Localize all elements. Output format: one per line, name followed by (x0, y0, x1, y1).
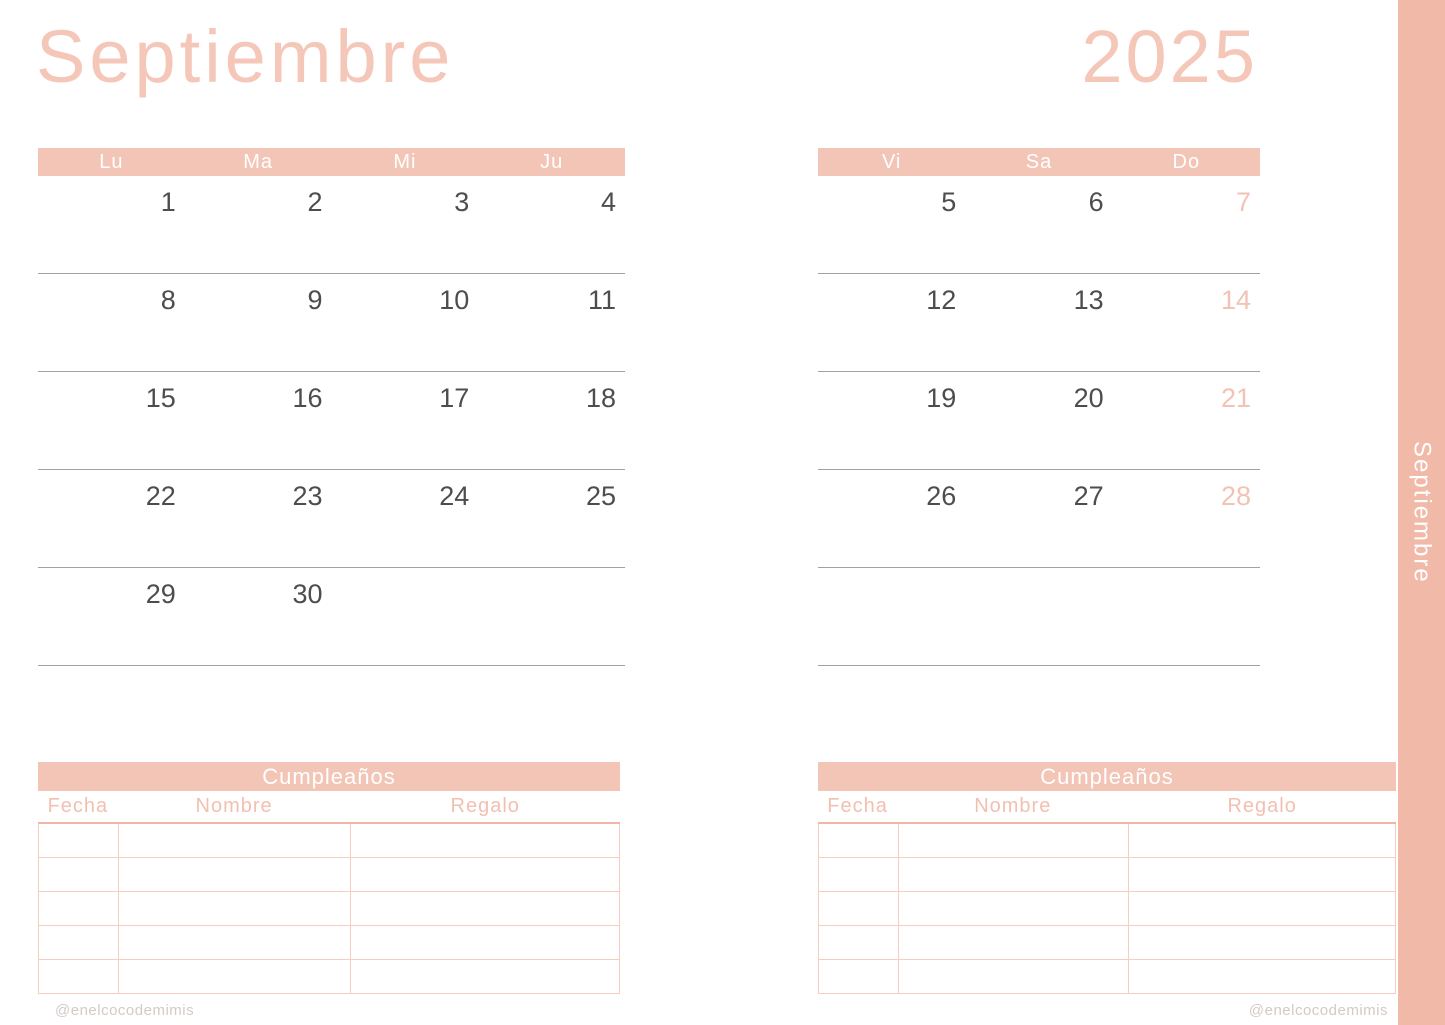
calendar-right-header (818, 148, 1260, 176)
watermark-left: @enelcocodemimis (55, 1002, 195, 1019)
day-cell (478, 568, 625, 665)
day-cell: 22 (145, 481, 176, 511)
table-row (818, 824, 1396, 858)
column-header-regalo: Regalo (1227, 795, 1297, 817)
month-title: Septiembre (36, 15, 455, 98)
day-cell: 18 (585, 383, 616, 413)
day-cell: 24 (439, 481, 470, 511)
column-header-fecha: Fecha (827, 795, 888, 817)
birthdays-grid (818, 822, 1396, 994)
day-cell: 6 (1088, 187, 1104, 217)
table-row (38, 892, 620, 926)
day-cell (818, 568, 965, 665)
week-row (38, 176, 625, 274)
day-cell: 20 (1073, 383, 1104, 413)
weekday-header-ju: Ju (540, 151, 564, 173)
birthdays-title: Cumpleaños (38, 762, 620, 791)
day-cell-sunday: 28 (1220, 481, 1251, 511)
month-tab-sidebar (1398, 0, 1445, 1025)
table-row (38, 824, 620, 858)
day-cell: 5 (941, 187, 957, 217)
table-row (818, 858, 1396, 892)
day-cell (332, 568, 479, 665)
day-cell-sunday: 14 (1220, 285, 1251, 315)
day-cell: 12 (926, 285, 957, 315)
weekday-header-do: Do (1172, 151, 1201, 173)
week-row (38, 274, 625, 372)
day-cell: 26 (926, 481, 957, 511)
day-cell: 4 (600, 187, 616, 217)
birthdays-table-right (818, 762, 1396, 994)
day-cell: 8 (160, 285, 176, 315)
day-cell: 1 (160, 187, 176, 217)
day-cell: 2 (307, 187, 323, 217)
table-row (818, 960, 1396, 994)
day-cell-sunday: 21 (1220, 383, 1251, 413)
day-cell-sunday (1113, 568, 1260, 665)
day-cell: 11 (587, 285, 616, 315)
week-row (818, 274, 1260, 372)
column-header-regalo: Regalo (450, 795, 520, 817)
watermark-right: @enelcocodemimis (1248, 1002, 1388, 1019)
weekday-header-mi: Mi (393, 151, 417, 173)
day-cell: 3 (454, 187, 470, 217)
day-cell: 15 (145, 383, 176, 413)
year-label: 2025 (1081, 15, 1258, 98)
day-cell: 13 (1073, 285, 1104, 315)
sidebar-month-label: Septiembre (1408, 441, 1436, 584)
day-cell: 16 (292, 383, 323, 413)
birthdays-title: Cumpleaños (818, 762, 1396, 791)
week-row (818, 372, 1260, 470)
day-cell: 10 (439, 285, 470, 315)
week-row (38, 470, 625, 568)
day-cell: 25 (585, 481, 616, 511)
weekday-header-vi: Vi (881, 151, 902, 173)
column-header-nombre: Nombre (974, 795, 1052, 817)
birthdays-column-headers (818, 791, 1396, 822)
day-cell: 23 (292, 481, 323, 511)
weekday-header-ma: Ma (243, 151, 274, 173)
table-row (818, 926, 1396, 960)
birthdays-grid (38, 822, 620, 994)
day-cell: 30 (292, 579, 323, 609)
week-row (818, 176, 1260, 274)
column-header-nombre: Nombre (195, 795, 273, 817)
birthdays-table-left (38, 762, 620, 994)
weekday-header-lu: Lu (99, 151, 124, 173)
table-row (38, 858, 620, 892)
week-row (818, 470, 1260, 568)
column-header-fecha: Fecha (47, 795, 109, 817)
day-cell: 19 (926, 383, 957, 413)
calendar-right (818, 148, 1260, 666)
day-cell: 29 (145, 579, 176, 609)
week-row (38, 568, 625, 666)
table-row (818, 892, 1396, 926)
table-row (38, 926, 620, 960)
weekday-header-sa: Sa (1025, 151, 1053, 173)
day-cell-sunday: 7 (1235, 187, 1251, 217)
week-row (38, 372, 625, 470)
day-cell: 27 (1073, 481, 1104, 511)
birthdays-column-headers (38, 791, 620, 822)
calendar-left-header (38, 148, 625, 176)
day-cell: 17 (439, 383, 470, 413)
day-cell: 9 (307, 285, 323, 315)
calendar-left (38, 148, 625, 666)
table-row (38, 960, 620, 994)
day-cell (965, 568, 1112, 665)
week-row (818, 568, 1260, 666)
